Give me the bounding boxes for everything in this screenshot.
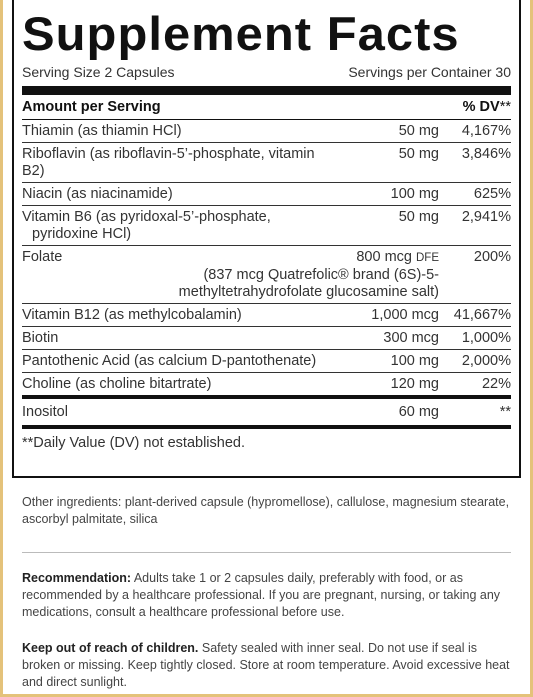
nutrient-name: Thiamin (as thiamin HCl)	[22, 123, 182, 139]
dfe-unit: DFE	[416, 252, 439, 264]
table-row	[22, 206, 511, 246]
table-row	[22, 143, 511, 183]
folate-source-line1: (837 mcg Quatrefolic® brand (6S)-5-	[203, 267, 439, 283]
warning-text: Safety sealed with inner seal. Do not use if seal is broken or missing. Keep tightly closed. Store at room temperature. Avoid excessive heat and direct sunlight.	[22, 641, 510, 689]
recommendation-text: Adults take 1 or 2 capsules daily, preferably with food, or as recommended by a healthcare professional. If you are pregnant, nursing, or taking any medications, consult a healthcare professional before use.	[22, 571, 501, 619]
dv-header	[443, 99, 511, 116]
nutrient-dv: 41,667%	[453, 307, 511, 323]
warning-label: Keep out of reach of children.	[22, 641, 199, 655]
serving-size: Serving Size 2 Capsules	[22, 64, 175, 80]
nutrient-name-line2: pyridoxine HCl)	[32, 226, 132, 242]
folate-source-line2: methyltetrahydrofolate glucosamine salt)	[178, 284, 439, 300]
nutrient-name-line1: Vitamin B6 (as pyridoxal-5’-phosphate,	[22, 209, 271, 225]
other-ingredients: Other ingredients: plant-derived capsule (hypromellose), callulose, magnesium stearate, ascorbyl palmitate, silica	[22, 495, 510, 526]
table-row	[22, 399, 511, 429]
nutrient-name: Folate	[22, 249, 63, 265]
panel-title: Supplement Facts	[22, 7, 460, 60]
nutrient-name: Niacin (as niacinamide)	[22, 186, 173, 202]
nutrient-dv: 3,846%	[461, 146, 511, 162]
nutrient-dv: 22%	[481, 376, 511, 392]
table-row	[22, 350, 511, 373]
nutrient-name: Vitamin B12 (as methylcobalamin)	[22, 307, 242, 323]
folate-amount: 800 mcg	[356, 249, 412, 265]
dv-stars: **	[499, 99, 511, 115]
nutrient-dv: 2,941%	[461, 209, 511, 225]
dv-label: % DV	[462, 99, 500, 115]
nutrient-name: Choline (as choline bitartrate)	[22, 376, 212, 392]
nutrient-amount: 100 mg	[390, 186, 439, 202]
amount-per-serving-label: Amount per Serving	[22, 99, 161, 115]
table-header	[22, 95, 511, 120]
nutrient-name: Riboflavin (as riboflavin-5’-phosphate, vitamin B2)	[22, 146, 315, 179]
nutrient-amount: 300 mcg	[383, 330, 439, 346]
nutrient-amount: 50 mg	[398, 146, 439, 162]
nutrient-name	[22, 209, 335, 243]
table-row-folate	[22, 246, 511, 304]
table-row	[22, 120, 511, 143]
nutrient-amount: 100 mg	[390, 353, 439, 369]
dv-footnote: **Daily Value (DV) not established.	[22, 435, 245, 451]
nutrient-amount	[335, 249, 443, 267]
nutrient-dv: **	[499, 404, 511, 420]
nutrient-dv: 200%	[473, 249, 511, 265]
section-divider	[22, 552, 511, 553]
nutrient-amount: 1,000 mcg	[371, 307, 439, 323]
nutrient-amount: 60 mg	[398, 404, 439, 420]
nutrient-name: Biotin	[22, 330, 59, 346]
nutrient-dv: 625%	[473, 186, 511, 202]
nutrient-dv: 4,167%	[461, 123, 511, 139]
recommendation-label: Recommendation:	[22, 571, 132, 585]
table-row	[22, 183, 511, 206]
warning	[22, 640, 517, 691]
nutrient-dv: 1,000%	[461, 330, 511, 346]
nutrient-amount: 50 mg	[398, 123, 439, 139]
nutrient-amount: 50 mg	[398, 209, 439, 225]
table-row	[22, 304, 511, 327]
table-row	[22, 373, 511, 399]
servings-per-container: Servings per Container 30	[348, 64, 511, 80]
supplement-facts-panel	[12, 0, 521, 478]
serving-info	[22, 62, 511, 95]
table-row	[22, 327, 511, 350]
folate-source	[22, 267, 443, 301]
nutrient-amount: 120 mg	[390, 376, 439, 392]
nutrient-name: Inositol	[22, 404, 68, 420]
recommendation	[22, 570, 517, 621]
nutrient-name: Pantothenic Acid (as calcium D-pantothenate)	[22, 353, 317, 369]
nutrient-dv: 2,000%	[461, 353, 511, 369]
